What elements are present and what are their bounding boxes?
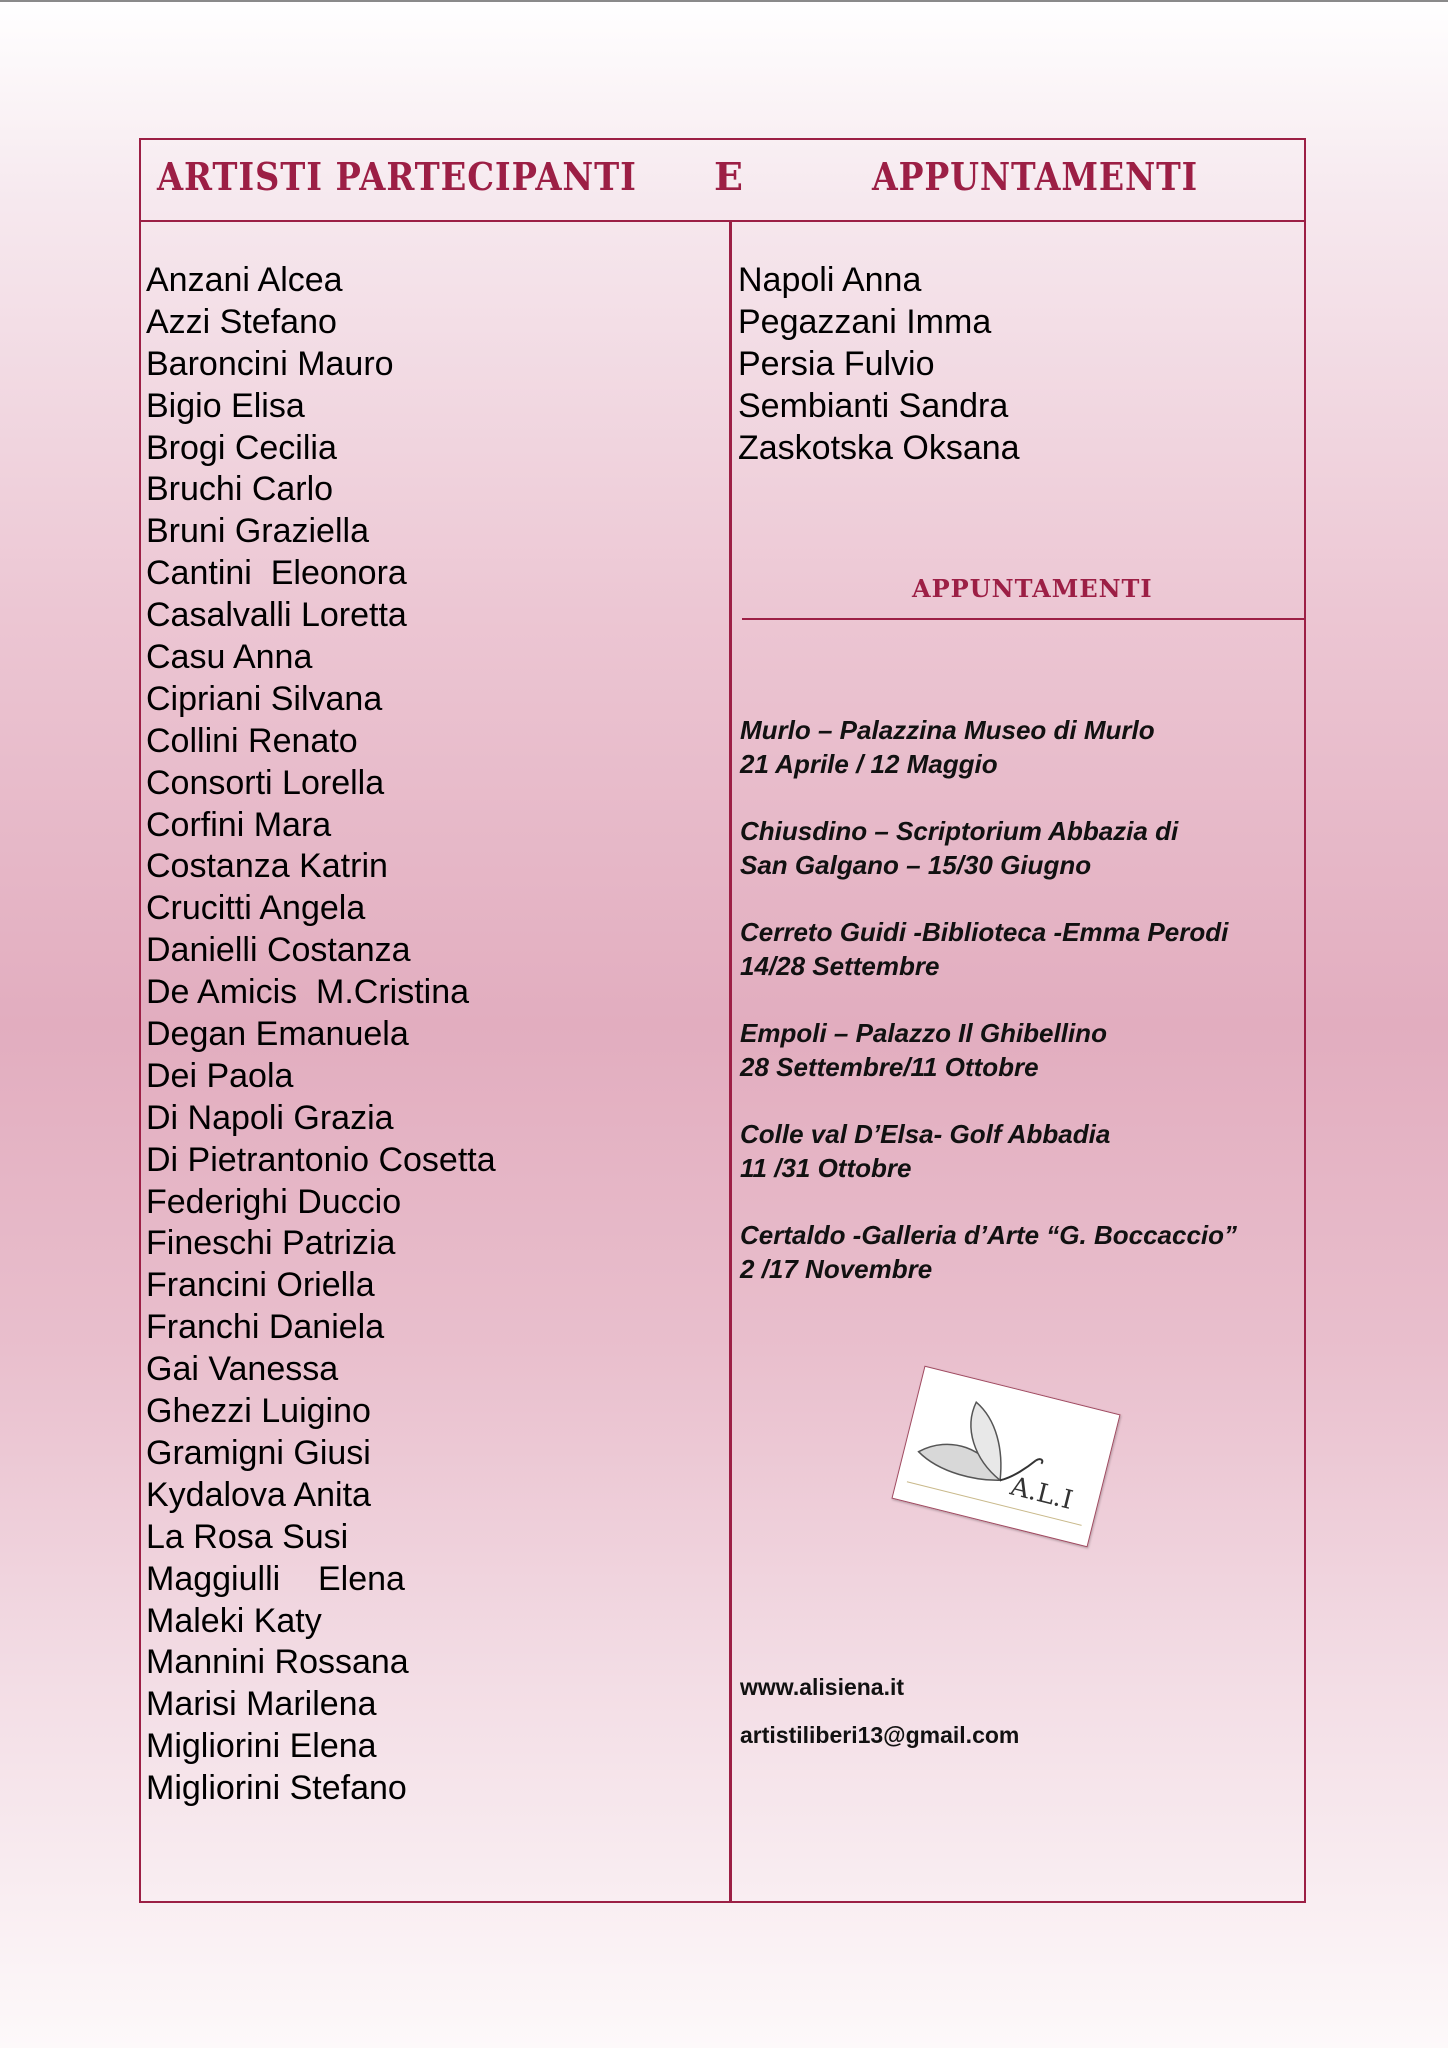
event-murlo [740,713,1300,781]
event-dates: San Galgano – 15/30 Giugno [740,850,1092,880]
artist-name: Brogi Cecilia [146,428,337,467]
artist-name: Maleki Katy [146,1601,322,1640]
header-artists-title: ARTISTI PARTECIPANTI [157,154,637,199]
logo-text: A.L.I [1007,1471,1076,1516]
artist-name: Casu Anna [146,638,313,677]
event-empoli [740,1016,1300,1084]
website-link[interactable]: www.alisiena.it [740,1674,905,1700]
artist-name: Gramigni Giusi [146,1433,371,1472]
artist-name: De Amicis M.Cristina [146,973,470,1012]
artist-name: Migliorini Stefano [146,1769,407,1808]
artist-name: Federighi Duccio [146,1182,402,1221]
artist-name: Maggiulli Elena [146,1559,405,1598]
artist-name: Franchi Daniela [146,1308,385,1347]
artist-name: Gai Vanessa [146,1350,339,1389]
artist-name: Anzani Alcea [146,261,343,299]
appointments-rule [742,618,1306,620]
event-place: Colle val D’Elsa- Golf Abbadia [740,1119,1111,1149]
artist-name: Persia Fulvio [738,344,935,383]
artist-name: Francini Oriella [146,1266,375,1305]
event-cerreto-guidi [740,915,1300,983]
event-chiusdino [740,814,1300,882]
artist-name: Bigio Elisa [146,386,305,425]
artist-name: Casalvalli Loretta [146,596,407,635]
artist-name: Di Napoli Grazia [146,1098,394,1137]
artist-name: Dei Paola [146,1056,294,1095]
column-divider [729,222,732,1903]
artist-name: Baroncini Mauro [146,344,394,383]
artist-name: Bruni Graziella [146,512,369,551]
event-place: Chiusdino – Scriptorium Abbazia di [740,816,1179,846]
artist-name: Degan Emanuela [146,1015,409,1054]
event-place: Murlo – Palazzina Museo di Murlo [740,715,1155,745]
top-rule [0,0,1448,2]
artist-name: Fineschi Patrizia [146,1224,396,1263]
artist-name: Corfini Mara [146,805,332,844]
header-conjunction: E [714,154,744,199]
artist-name: Napoli Anna [738,261,922,299]
event-certaldo [740,1218,1300,1286]
event-dates: 2 /17 Novembre [740,1254,933,1284]
artist-name: Marisi Marilena [146,1685,377,1724]
artist-name: Mannini Rossana [146,1643,409,1682]
artist-name: La Rosa Susi [146,1517,349,1556]
event-colle-val-delsa [740,1117,1300,1185]
artist-name: Costanza Katrin [146,847,388,886]
artist-name: Consorti Lorella [146,763,385,802]
header [141,140,1304,222]
artist-list-right [738,260,1020,469]
artist-name: Kydalova Anita [146,1475,371,1514]
event-place: Empoli – Palazzo Il Ghibellino [740,1018,1107,1048]
artist-name: Sembianti Sandra [738,386,1009,425]
event-place: Certaldo -Galleria d’Arte “G. Boccaccio” [740,1220,1238,1250]
event-place: Cerreto Guidi -Biblioteca -Emma Perodi [740,917,1229,947]
artist-name: Zaskotska Oksana [738,428,1020,467]
artist-name: Crucitti Angela [146,889,366,928]
event-dates: 21 Aprile / 12 Maggio [740,749,998,779]
artist-name: Cantini Eleonora [146,554,407,593]
event-dates: 28 Settembre/11 Ottobre [740,1052,1039,1082]
appointments-heading: APPUNTAMENTI [912,574,1153,603]
artist-name: Migliorini Elena [146,1727,377,1766]
artist-name: Danielli Costanza [146,931,411,970]
event-dates: 11 /31 Ottobre [740,1153,912,1183]
artist-list-left [146,260,496,1810]
email-link[interactable]: artistiliberi13@gmail.com [740,1722,1020,1748]
artist-name: Ghezzi Luigino [146,1392,371,1431]
artist-name: Bruchi Carlo [146,470,334,509]
artist-name: Pegazzani Imma [738,302,992,341]
artist-name: Cipriani Silvana [146,679,383,718]
header-appointments-title: APPUNTAMENTI [872,154,1199,199]
event-dates: 14/28 Settembre [740,951,940,981]
artist-name: Azzi Stefano [146,302,337,341]
artist-name: Di Pietrantonio Cosetta [146,1140,496,1179]
artist-name: Collini Renato [146,721,358,760]
